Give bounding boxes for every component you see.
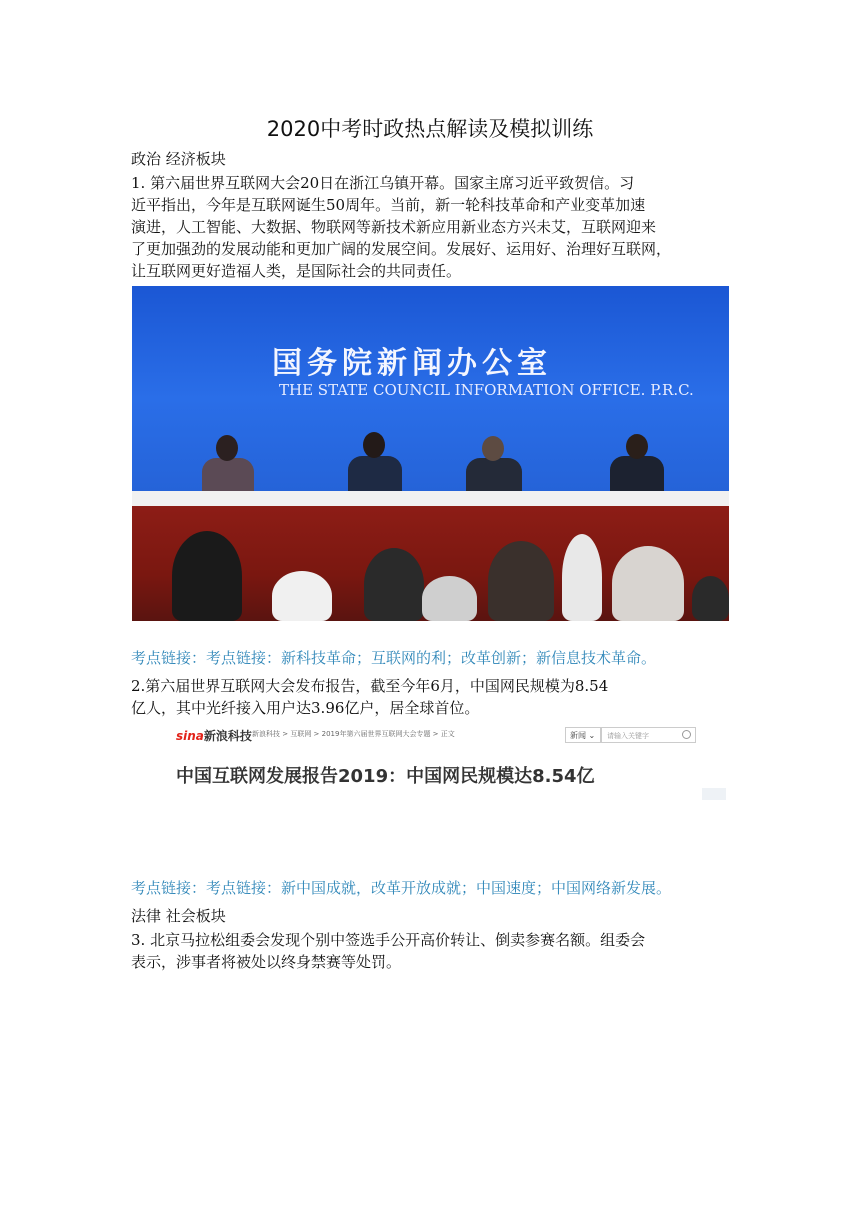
- sina-news-screenshot: [132, 722, 729, 807]
- sina-logo: [176, 727, 252, 744]
- item3-line-2: 表示，涉事者将被处以终身禁赛等处罚。: [131, 953, 402, 971]
- exam-link-1: 考点链接：考点链接：新科技革命；互联网的利；改革创新；新信息技术革命。: [131, 649, 657, 667]
- breadcrumb: 新浪科技 > 互联网 > 2019年第六届世界互联网大会专题 > 正文: [252, 730, 455, 738]
- search-icon: [682, 730, 691, 739]
- item1-line-5: 让互联网更好造福人类，是国际社会的共同责任。: [131, 262, 462, 280]
- channel-select: 新闻 ⌄: [565, 727, 601, 743]
- news-headline: 中国互联网发展报告2019：中国网民规模达8.54亿: [176, 766, 595, 787]
- section-heading-politics-economy: 政治 经济板块: [131, 150, 226, 168]
- photo-backdrop-english-text: THE STATE COUNCIL INFORMATION OFFICE. P.R.C.: [279, 381, 694, 399]
- item1-line-4: 了更加强劲的发展动能和更加广阔的发展空间。发展好、运用好、治理好互联网，: [131, 240, 672, 258]
- item1-line-3: 演进，人工智能、大数据、物联网等新技术新应用新业态方兴未艾，互联网迎来: [131, 218, 657, 236]
- exam-link-2: 考点链接：考点链接：新中国成就，改革开放成就；中国速度；中国网络新发展。: [131, 879, 672, 897]
- press-conference-photo: [132, 286, 729, 621]
- photo-backdrop-chinese-text: 国务院新闻办公室: [272, 346, 552, 381]
- search-input: [601, 727, 696, 743]
- item2-line-1: 2.第六届世界互联网大会发布报告，截至今年6月，中国网民规模为8.54: [131, 677, 609, 695]
- sina-logo-mark: sina: [176, 729, 204, 743]
- item2-line-2: 亿人，其中光纤接入用户达3.96亿户，居全球首位。: [131, 699, 480, 717]
- item1-line-2: 近平指出，今年是互联网诞生50周年。当前，新一轮科技革命和产业变革加速: [131, 196, 646, 214]
- document-title: 2020中考时政热点解读及模拟训练: [266, 117, 594, 141]
- share-icon: [702, 788, 726, 800]
- section-heading-law-society: 法律 社会板块: [131, 907, 226, 925]
- sina-logo-text: 新浪科技: [203, 729, 252, 743]
- search-placeholder: 请输入关键字: [607, 732, 649, 740]
- item1-line-1: 1. 第六届世界互联网大会20日在浙江乌镇开幕。国家主席习近平致贺信。习: [131, 174, 635, 192]
- item3-line-1: 3. 北京马拉松组委会发现个别中签选手公开高价转让、倒卖参赛名额。组委会: [131, 931, 646, 949]
- channel-select-value: 新闻: [570, 731, 586, 740]
